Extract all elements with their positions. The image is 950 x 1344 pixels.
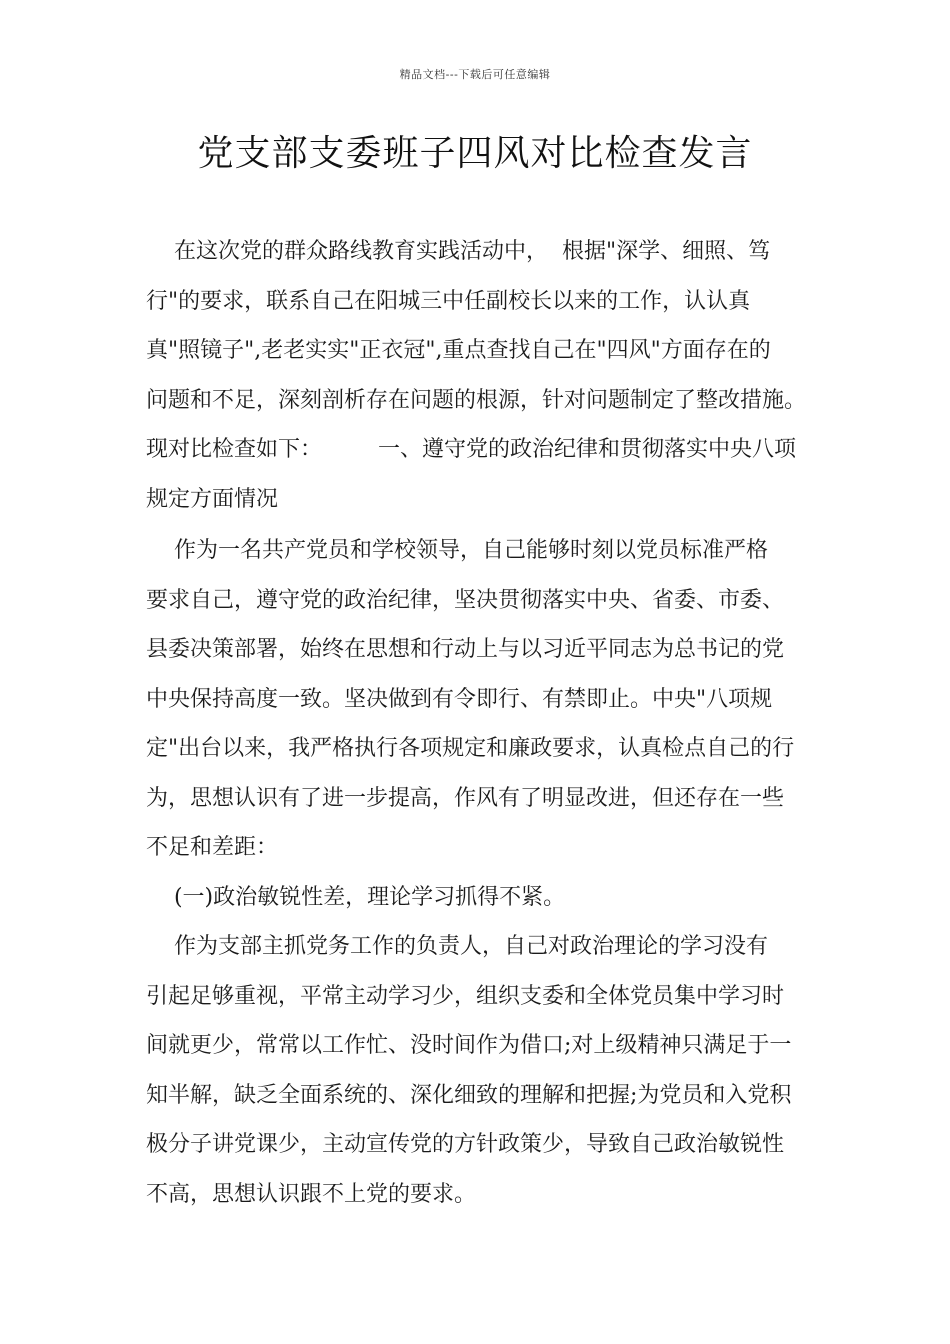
- text-line: 现对比检查如下： 一、遵守党的政治纪律和贯彻落实中央八项: [146, 437, 796, 462]
- paragraph-theory-study: [146, 922, 826, 1219]
- paragraph-political-discipline: [146, 526, 826, 873]
- document-title: 党支部支委班子四风对比检查发言: [197, 133, 753, 174]
- text-line: 县委决策部署，始终在思想和行动上与以习近平同志为总书记的党: [146, 637, 785, 662]
- paragraph-intro: [146, 227, 826, 524]
- text-line: 规定方面情况: [146, 486, 279, 512]
- text-line: 定"出台以来，我严格执行各项规定和廉政要求，认真检点自己的行: [146, 736, 795, 761]
- text-line: 问题和不足，深刻剖析存在问题的根源，针对问题制定了整改措施。: [146, 387, 807, 413]
- text-line: 作为支部主抓党务工作的负责人，自己对政治理论的学习没有: [146, 934, 768, 959]
- text-line: 行"的要求，联系自己在阳城三中任副校长以来的工作，认认真: [146, 288, 751, 314]
- text-line: 作为一名共产党员和学校领导，自己能够时刻以党员标准严格: [146, 538, 768, 563]
- text-line: 知半解，缺乏全面系统的、深化细致的理解和把握;为党员和入党积: [146, 1082, 792, 1108]
- text-line: 极分子讲党课少，主动宣传党的方针政策少，导致自己政治敏锐性: [146, 1132, 785, 1157]
- text-line: 要求自己，遵守党的政治纪律，坚决贯彻落实中央、省委、市委、: [146, 587, 785, 613]
- text-line: 引起足够重视，平常主动学习少，组织支委和全体党员集中学习时: [146, 983, 785, 1009]
- section-heading-1: [146, 873, 826, 923]
- text-line: 间就更少，常常以工作忙、没时间作为借口;对上级精神只满足于一: [146, 1033, 792, 1058]
- text-line: (一)政治敏锐性差，理论学习抓得不紧。: [146, 885, 566, 910]
- text-line: 不高，思想认识跟不上党的要求。: [146, 1181, 477, 1207]
- text-line: 不足和差距：: [146, 835, 279, 860]
- text-line: 在这次党的群众路线教育实践活动中， 根据"深学、细照、笃: [146, 239, 771, 264]
- text-line: 真"照镜子",老老实实"正衣冠",重点查找自己在"四风"方面存在的: [146, 338, 771, 363]
- text-line: 中央保持高度一致。坚决做到有令即行、有禁即止。中央"八项规: [146, 686, 773, 712]
- header-note: 精品文档---下载后可任意编辑: [399, 68, 551, 81]
- text-line: 为，思想认识有了进一步提高，作风有了明显改进，但还存在一些: [146, 785, 785, 811]
